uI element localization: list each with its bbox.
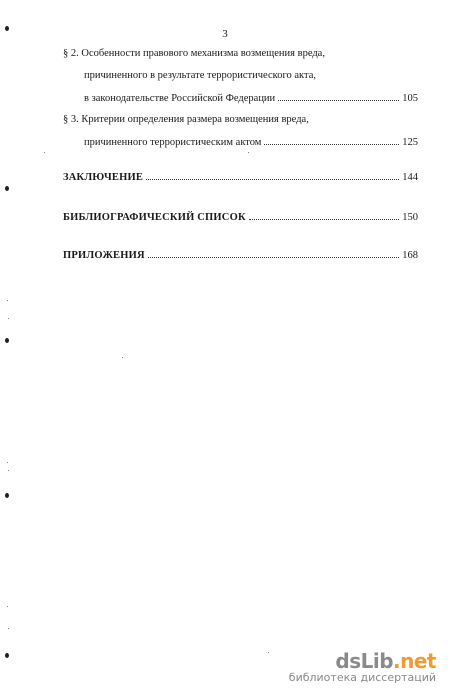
toc-s2-line2: причиненного в результате террористического акта, bbox=[84, 70, 316, 81]
binding-hole-dot bbox=[5, 493, 9, 498]
scan-speck bbox=[7, 606, 8, 607]
toc-bibliography-page: 150 bbox=[402, 212, 418, 223]
toc-entry-s3[interactable] bbox=[84, 135, 418, 150]
toc-appendices-page: 168 bbox=[402, 250, 418, 261]
scan-speck bbox=[248, 152, 249, 153]
binding-hole-dot bbox=[5, 338, 9, 343]
binding-hole-dot bbox=[5, 26, 9, 31]
toc-entry-s2[interactable] bbox=[84, 91, 418, 106]
watermark-logo bbox=[289, 649, 436, 673]
watermark-subtitle: библиотека диссертаций bbox=[288, 671, 436, 684]
toc-s2-line1: § 2. Особенности правового механизма возмещения вреда, bbox=[63, 48, 325, 59]
scan-speck bbox=[7, 300, 8, 301]
toc-bibliography-label: БИБЛИОГРАФИЧЕСКИЙ СПИСОК bbox=[63, 212, 246, 223]
watermark bbox=[289, 649, 436, 684]
toc-entry-conclusion[interactable] bbox=[63, 170, 418, 185]
toc-leader-dots bbox=[264, 135, 399, 145]
toc-s3-line2: причиненного террористическим актом bbox=[84, 137, 262, 148]
toc-leader-dots bbox=[148, 248, 399, 258]
toc-entry-bibliography[interactable] bbox=[63, 210, 418, 225]
toc-leader-dots bbox=[249, 210, 399, 220]
toc-s2-page: 105 bbox=[402, 93, 418, 104]
toc-s3-line1: § 3. Критерии определения размера возмещения вреда, bbox=[63, 114, 309, 125]
toc-leader-dots bbox=[278, 91, 399, 101]
toc-s2-line3: в законодательстве Российской Федерации bbox=[84, 93, 276, 104]
binding-hole-dot bbox=[5, 186, 9, 191]
scan-speck bbox=[7, 462, 8, 463]
watermark-logo-main: dsLib bbox=[335, 649, 394, 673]
toc-conclusion-label: ЗАКЛЮЧЕНИЕ bbox=[63, 172, 144, 183]
scan-speck bbox=[8, 628, 9, 629]
scan-speck bbox=[8, 318, 9, 319]
watermark-logo-tld: .net bbox=[393, 649, 436, 673]
toc-entry-appendices[interactable] bbox=[63, 248, 418, 263]
toc-conclusion-page: 144 bbox=[402, 172, 418, 183]
page-number: 3 bbox=[222, 28, 228, 40]
scan-speck bbox=[268, 652, 269, 653]
scan-speck bbox=[8, 470, 9, 471]
binding-hole-dot bbox=[5, 653, 9, 658]
scan-speck bbox=[122, 357, 123, 358]
toc-leader-dots bbox=[146, 170, 399, 180]
toc-s3-page: 125 bbox=[402, 137, 418, 148]
toc-appendices-label: ПРИЛОЖЕНИЯ bbox=[63, 250, 145, 261]
scan-speck bbox=[44, 152, 45, 153]
